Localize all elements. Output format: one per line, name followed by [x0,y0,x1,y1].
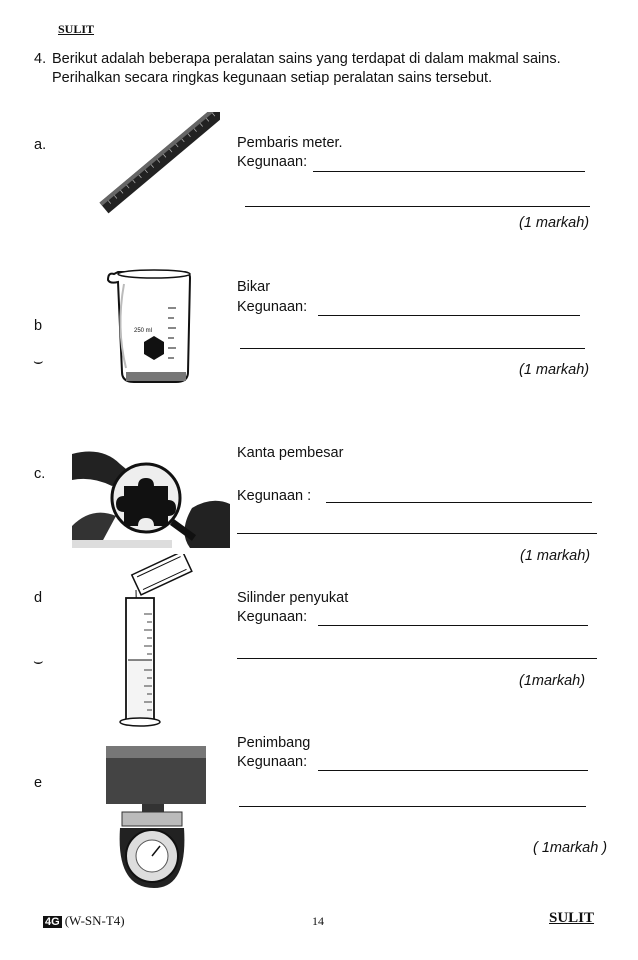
item-c-name: Kanta pembesar [237,445,344,461]
item-e-answer-line-1[interactable] [318,770,588,771]
item-c-answer-line-2[interactable] [237,533,597,534]
item-b-answer-line-2[interactable] [240,348,585,349]
footer-code [43,913,125,929]
item-b-label: b [34,318,43,334]
item-c-label: c. [34,466,46,482]
item-e-kegunaan: Kegunaan: [237,754,308,770]
question-stem [34,50,624,88]
item-c-answer-line-1[interactable] [326,502,592,503]
item-d-label: d [34,590,43,606]
meter-ruler-image [96,112,220,216]
item-d-marks: (1markah) [519,673,586,689]
item-b-kegunaan: Kegunaan: [237,299,308,315]
item-b-name: Bikar [237,279,271,295]
item-a-name: Pembaris meter. [237,135,343,151]
svg-text:250 ml: 250 ml [134,328,153,334]
item-e-marks: ( 1markah ) [533,840,608,856]
item-e-name: Penimbang [237,735,311,751]
weighing-scale-image [102,742,210,890]
question-line-1: Berikut adalah beberapa peralatan sains yang terdapat di dalam makmal sains. [52,51,561,67]
header-sulit: SULIT [58,22,95,36]
item-c-marks: (1 markah) [520,548,591,564]
footer-sulit: SULIT [549,910,595,926]
tick-mark-d: ⌣ [33,653,44,670]
question-line-2: Perihalkan secara ringkas kegunaan setiap peralatan sains tersebut. [52,70,493,86]
item-d-answer-line-2[interactable] [237,658,597,659]
item-b-answer-line-1[interactable] [318,315,580,316]
item-a-answer-line-1[interactable] [313,171,585,172]
tick-mark-b: ⌣ [33,353,44,370]
item-a-kegunaan: Kegunaan: [237,154,308,170]
item-b-marks: (1 markah) [519,362,590,378]
magnifying-glass-image [72,446,230,548]
measuring-cylinder-image [114,554,206,730]
beaker-image [104,268,196,386]
item-a-answer-line-2[interactable] [245,206,590,207]
item-a-label: a. [34,137,47,153]
question-number: 4. [34,51,47,67]
footer-code-text: (W-SN-T4) [64,913,125,928]
item-d-kegunaan: Kegunaan: [237,609,308,625]
item-d-answer-line-1[interactable] [318,625,588,626]
footer-badge: 4G [45,916,60,928]
page-number: 14 [312,914,324,928]
item-e-answer-line-2[interactable] [239,806,586,807]
item-c-kegunaan: Kegunaan : [237,488,312,504]
item-e-label: e [34,775,43,791]
item-a-marks: (1 markah) [519,215,590,231]
item-d-name: Silinder penyukat [237,590,349,606]
